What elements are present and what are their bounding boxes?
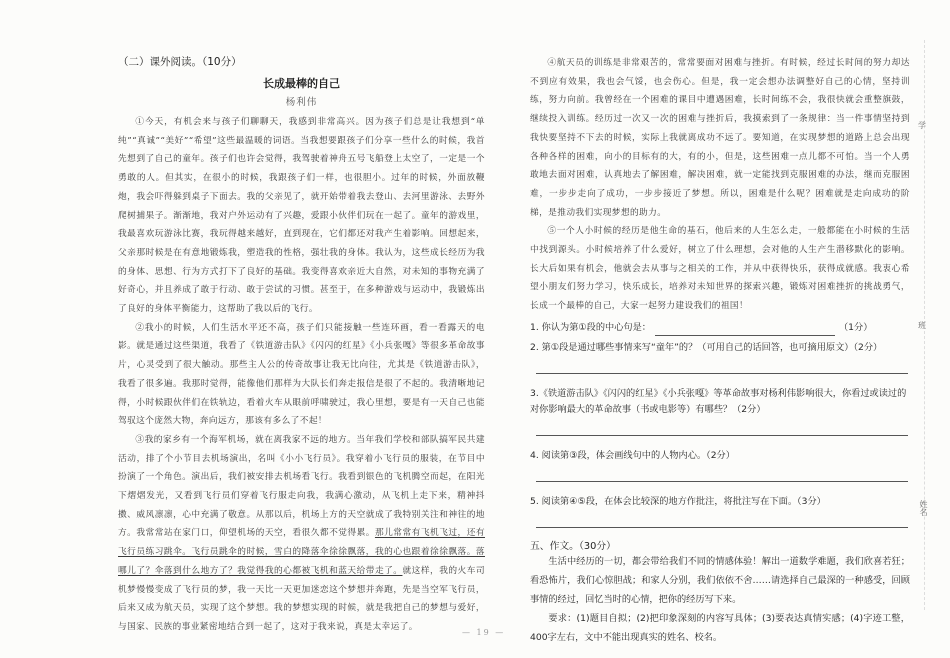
margin-label-name: 姓名 xyxy=(919,500,928,516)
question-2: 2. 第①段是通过哪些事情来写“童年”的？（可用自己的话回答，也可摘用原文）（2分） xyxy=(530,341,883,353)
margin-label-school: 学 xyxy=(918,121,926,130)
article-author: 杨利伟 xyxy=(285,97,318,108)
page-number: — 19 — xyxy=(462,628,506,637)
left-column xyxy=(118,54,485,637)
question-1-score: （1分） xyxy=(839,321,873,333)
question-4: 4. 阅读第③段，体会画线句中的人物内心。（2分） xyxy=(530,449,735,461)
article-title: 长成最棒的自己 xyxy=(263,77,340,90)
paragraph-4: ④航天员的训练是非常艰苦的，常常要面对困难与挫折。有时候，经过长时间的努力却达不到应有效果，我也会气馁，也会伤心。但是，我一定会想办法调整好自己的心情，坚持训练，努力向前。我曾经在一个困难的课目中遭遇困难，长时间练不会，我很快就会重整旗鼓，继续投入训练。经历过一次又一次的困难与挫折后，我摸索到了一条规律：当一件事情坚持到我快要坚持不下去的时候，实际上我就离成功不远了。要知道，在实现梦想的道路上总会出现各种各样的困难，向小的目标有的大，有的小，但是，这些困难一点儿都不可怕。当一个人勇敢地去面对困难，认真地去了解困难，解决困难，就一定能找到克服困难的办法，继而克服困难，一步步走向了成功，一步步接近了梦想。所以，困难是什么呢？困难就是走向成功的阶梯，是推动我们实现梦想的助力。 xyxy=(530,58,910,218)
margin-label-class: 班 xyxy=(918,321,926,330)
question-1 xyxy=(530,320,910,336)
section-heading: （二）课外阅读。（10分） xyxy=(118,56,242,68)
paragraph-3 xyxy=(118,431,485,637)
question-5: 5. 阅读第④⑤段，在体会比较深的地方作批注，将批注写在下面。（3分） xyxy=(530,495,826,507)
question-1-text: 1. 你认为第①段的中心句是： xyxy=(530,321,651,333)
question-1-answer-blank[interactable] xyxy=(655,324,835,336)
question-5-answer-line[interactable] xyxy=(536,510,908,528)
paragraph-3-intro: ③我的家乡有一个海军机场，就在离我家不远的地方。当年我们学校和部队搞军民共建活动，排了个小节目去机场演出，名叫《小小飞行员》。我穿着小飞行员的服装，在节目中扮演了一个角色。演出后，我们被安排去机场看飞行。我看到银色的飞机腾空而起，在阳光下熠熠发光，又看到飞行员们穿着飞行服走向我，我满心激动，从飞机上走下来，精神抖擞、威风凛凛，心中充满了敬意。从那以后，机场上方的天空就成了我特别关注和神往的地方。我常常站在家门口，仰望机场的天空，看很久都不觉得累。 xyxy=(118,434,485,539)
question-3: 3.《铁道游击队》《闪闪的红星》《小兵张嘎》等革命故事对杨利伟影响很大，你看过或读过的对你影响最大的革命故事（书或电影等）有哪些？（2分） xyxy=(530,387,907,415)
paragraph-3-end: 就这样，我的火车司机梦慢慢变成了飞行员的梦，我一天比一天更加迷恋这个梦想并奔跑，先是当空军飞行员，后来又成为航天员，实现了这个梦想。我的梦想实现的时候，就是我把自己的梦想与爱好，与国家、民族的事业紧密地结合到一起了，这对于我来说，真是太幸运了。 xyxy=(118,565,485,632)
right-column xyxy=(530,54,910,647)
question-4-answer-line[interactable] xyxy=(536,464,908,482)
composition-prompt: 生活中经历的一切，都会带给我们不同的情感体验！解出一道数学难题，我们欣喜若狂；看恐怖片，我们心惊胆战；和家人分别，我们依依不舍……请选择自己最深的一种感受，回顾事情的经过，回忆当时的心情，把你的经历写下来。 xyxy=(530,555,910,605)
composition-requirements: 要求：(1)题目自拟；(2)把印象深刻的内容写具体；(3)要表达真情实感；(4)字迹工整，400字左右，文中不能出现真实的姓名、校名。 xyxy=(530,612,910,643)
underlined-sentence: 那儿常常有飞机飞过，还有飞行员练习跳伞。飞行员跳伞的时候，雪白的降落伞徐徐飘落，我的心也跟着徐徐飘落。落哪儿了？伞落到什么地方了？我觉得我的心都被飞机和蓝天给带走了。 xyxy=(118,528,485,576)
question-2-answer-line[interactable] xyxy=(536,356,908,374)
paragraph-5: ⑤一个人小时候的经历是他生命的基石，他后来的人生怎么走，一般都能在小时候的生活中找到源头。小时候培养了什么爱好，树立了什么理想，会对他的人生产生潜移默化的影响。长大后如果有机会，他就会去从事与之相关的工作，并从中获得快乐，获得成就感。我衷心希望小朋友们努力学习，快乐成长，培养对未知世界的探索兴趣，锻炼对困难挫折的挑战勇气，长成一个最棒的自己，大家一起努力建设我们的祖国！ xyxy=(530,226,910,312)
question-3-answer-line[interactable] xyxy=(536,418,908,436)
paragraph-1: ①今天，有机会来与孩子们聊聊天，我感到非常高兴。因为孩子们总是让我想到“单纯”“真诚”“美好”“希望”这些最温暖的词语。当我想要跟孩子们分享一些什么的时候，我首先想到了自己的童年。孩子们也许会觉得，我驾驶着神舟五号飞船登上太空了，一定是一个勇敢的人。但其实，在很小的时候，我跟孩子们一样，也很胆小。过年的时候，外面放鞭炮，我会吓得躲到桌子下面去。我的父亲见了，就开始带着我去登山、去河里游泳、去野外爬树捕果子。渐渐地，我对户外运动有了兴趣，爱跟小伙伴们玩在一起了。童年的游戏里，我最喜欢玩游泳比赛，我玩得越来越好，直到现在，它们都还对我产生着影响。回想起来，父亲那时候是在有意地锻炼我，塑造我的性格，强壮我的身体。我认为，这些成长经历为我的身体、思想、行为方式打下了良好的基础。我变得喜欢亲近大自然，对未知的事物充满了好奇心，并且养成了敢于行动、敢于尝试的习惯。甚至于，在多种游戏与运动中，我锻炼出了良好的身体平衡能力，这帮助了我以后的飞行。 xyxy=(118,117,485,315)
paragraph-2: ②我小的时候，人们生活水平还不高，孩子们只能接触一些连环画，看一看露天的电影。就是通过这些渠道，我看了《铁道游击队》《闪闪的红星》《小兵张嘎》等很多革命故事片，心灵受到了很大触动。那些主人公的传奇故事让我无比向往，尤其是《铁道游击队》，我看了很多遍。我那时觉得，能像他们那样为大队长们奔走报信是很了不起的。我清晰地记得，小时候跟伙伴们在铁轨边，看着火车从眼前呼啸驶过，我心里想，要是有一天自己也能驾驭这个庞然大物，奔向远方，那该有多么了不起！ xyxy=(118,322,485,427)
composition-heading: 五、作文。（30分） xyxy=(530,540,616,552)
